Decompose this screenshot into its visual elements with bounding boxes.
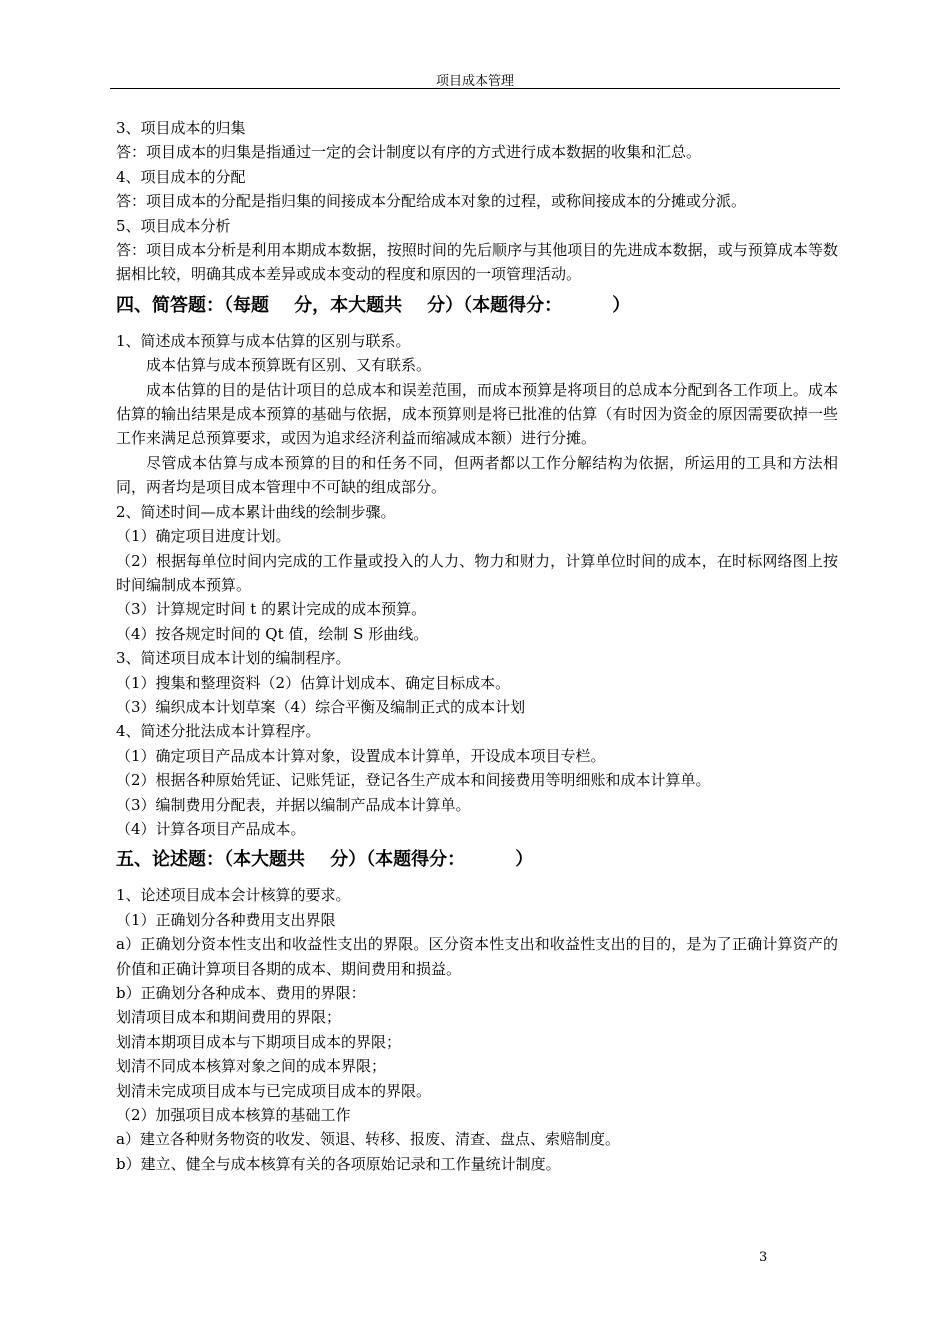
page-header-title: 项目成本管理 xyxy=(435,74,514,89)
paragraph: 划清项目成本和期间费用的界限； xyxy=(116,1008,342,1027)
paragraph: a）建立各种财务物资的收发、领退、转移、报废、清查、盘点、索赔制度。 xyxy=(116,1130,620,1149)
paragraph: 成本估算的目的是估计项目的总成本和误差范围，而成本预算是将项目的总成本分配到各工作项上。成本估算的输出结果是成本预算的基础与依据，成本预算则是将已批准的估算（有时因为资金的原因需要砍掉一些工作来满足总预算要求，或因为追求经济利益而缩减成本额）进行分摊。 xyxy=(116,380,838,448)
document-body xyxy=(116,116,838,1176)
paragraph: 1、简述成本预算与成本估算的区别与联系。 xyxy=(116,331,411,350)
section-heading: 五、论述题：（本大题共 分）（本题得分： ） xyxy=(116,849,534,871)
paragraph: a）正确划分资本性支出和收益性支出的界限。区分资本性支出和收益性支出的目的，是为了正确计算资产的价值和正确计算项目各期的成本、期间费用和损益。 xyxy=(116,935,838,978)
paragraph: （2）根据各种原始凭证、记账凭证，登记各生产成本和间接费用等明细账和成本计算单。 xyxy=(116,771,711,790)
paragraph: （2）加强项目成本核算的基础工作 xyxy=(116,1106,351,1125)
paragraph: 答：项目成本分析是利用本期成本数据，按照时间的先后顺序与其他项目的先进成本数据，或与预算成本等数据相比较，明确其成本差异或成本变动的程度和原因的一项管理活动。 xyxy=(116,241,838,284)
paragraph: （3）计算规定时间 t 的累计完成的成本预算。 xyxy=(116,600,427,619)
page-number: 3 xyxy=(759,1250,768,1265)
paragraph: 答：项目成本的归集是指通过一定的会计制度以有序的方式进行成本数据的收集和汇总。 xyxy=(116,143,702,162)
paragraph: 答：项目成本的分配是指归集的间接成本分配给成本对象的过程，或称间接成本的分摊或分派。 xyxy=(116,192,747,211)
paragraph: （1）正确划分各种费用支出界限 xyxy=(116,910,336,929)
paragraph: 成本估算与成本预算既有区别、又有联系。 xyxy=(146,356,432,375)
paragraph: （3）编制费用分配表，并据以编制产品成本计算单。 xyxy=(116,795,471,814)
paragraph: 1、论述项目成本会计核算的要求。 xyxy=(116,886,351,905)
paragraph: 划清未完成项目成本与已完成项目成本的界限。 xyxy=(116,1081,432,1100)
section-heading: 四、简答题：（每题 分，本大题共 分）（本题得分： ） xyxy=(116,294,631,316)
paragraph: 3、项目成本的归集 xyxy=(116,119,246,137)
paragraph: （1）确定项目产品成本计算对象，设置成本计算单，开设成本项目专栏。 xyxy=(116,746,606,765)
paragraph: （4）计算各项目产品成本。 xyxy=(116,819,306,838)
paragraph: 划清本期项目成本与下期项目成本的界限； xyxy=(116,1032,402,1051)
paragraph: b）正确划分各种成本、费用的界限： xyxy=(116,984,366,1002)
paragraph: 4、项目成本的分配 xyxy=(116,167,246,186)
paragraph: （3）编织成本计划草案（4）综合平衡及编制正式的成本计划 xyxy=(116,697,526,716)
paragraph: 尽管成本估算与成本预算的目的和任务不同，但两者都以工作分解结构为依据，所运用的工具和方法相同，两者均是项目成本管理中不可缺的组成部分。 xyxy=(116,453,838,497)
paragraph: （1）搜集和整理资料（2）估算计划成本、确定目标成本。 xyxy=(116,673,511,692)
paragraph: 划清不同成本核算对象之间的成本界限； xyxy=(116,1057,387,1076)
header-divider xyxy=(110,88,840,89)
paragraph: （1）确定项目进度计划。 xyxy=(116,527,291,546)
paragraph: 4、简述分批法成本计算程序。 xyxy=(116,722,321,741)
paragraph: 3、简述项目成本计划的编制程序。 xyxy=(116,649,351,668)
paragraph: b）建立、健全与成本核算有关的各项原始记录和工作量统计制度。 xyxy=(116,1154,561,1173)
paragraph: 2、简述时间—成本累计曲线的绘制步骤。 xyxy=(116,502,396,521)
paragraph: （2）根据每单位时间内完成的工作量或投入的人力、物力和财力，计算单位时间的成本，在时标网络图上按时间编制成本预算。 xyxy=(116,551,838,594)
paragraph: （4）按各规定时间的 Qt 值，绘制 S 形曲线。 xyxy=(116,624,429,643)
paragraph: 5、项目成本分析 xyxy=(116,216,231,235)
